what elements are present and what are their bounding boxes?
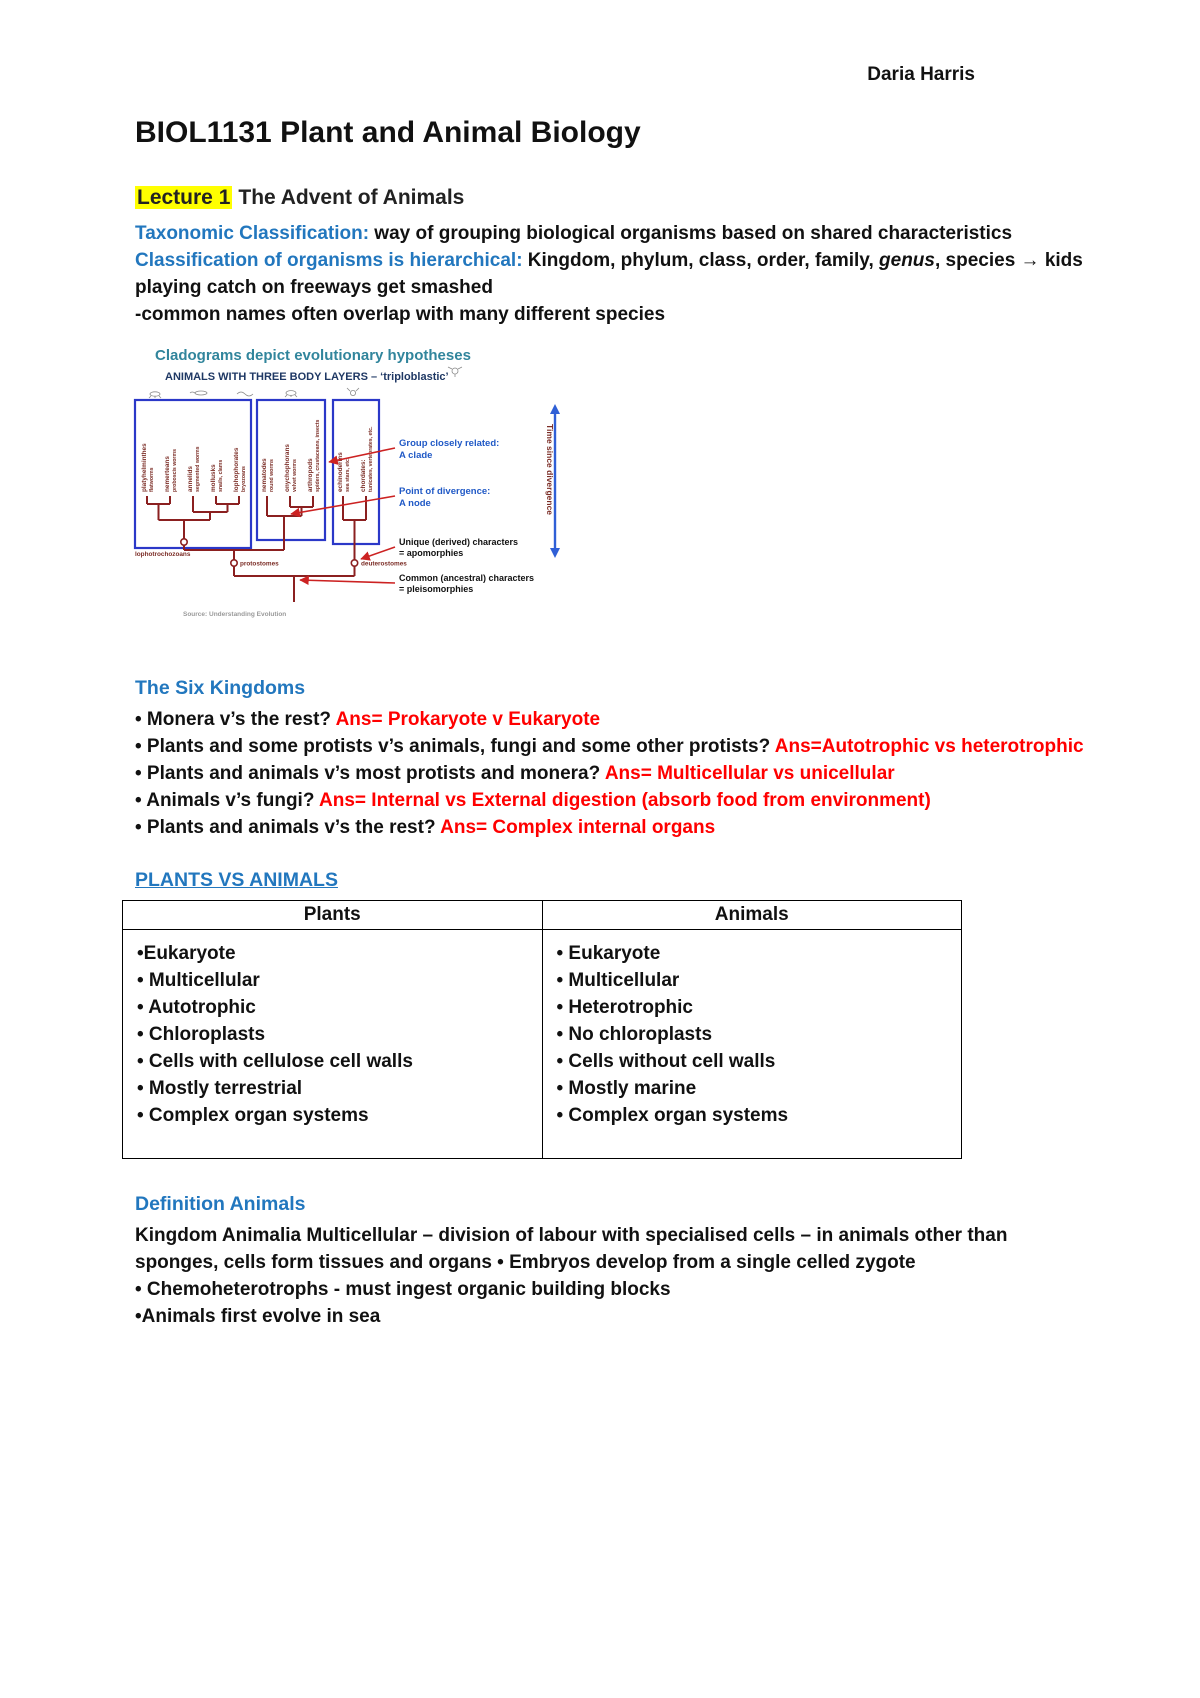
answer-text: Ans= Multicellular vs unicellular [604, 763, 895, 784]
answer-text: Ans=Autotrophic vs heterotrophic [774, 736, 1084, 757]
taxon-label: arthropods [307, 458, 314, 492]
figure-title: Cladograms depict evolutionary hypotheses [155, 347, 471, 364]
annotation-clade-line2: A clade [399, 450, 433, 461]
taxon-label: mollusks [210, 464, 217, 492]
question-text: • Monera v’s the rest? [135, 709, 336, 730]
cladogram-figure [125, 344, 1085, 649]
animals-trait: • No chloroplasts [556, 1024, 713, 1045]
intro-line-taxonomic [135, 220, 1085, 247]
plants-trait: • Complex organ systems [137, 1105, 369, 1126]
node-label-protostomes: protostomes [240, 560, 279, 568]
taxon-label: onychophorans [284, 444, 291, 492]
animals-trait: • Mostly marine [556, 1078, 697, 1099]
taxon-sublabel: spiders, crustaceans, insects [315, 419, 321, 492]
table-body-row [123, 930, 962, 1159]
definition-bullet-chemoheterotrophs: • Chemoheterotrophs - must ingest organic building blocks [135, 1279, 671, 1300]
node-label-deuterostomes: deuterostomes [361, 560, 407, 568]
intro-hierarchy-mid: Kingdom, phylum, class, order, family, [522, 250, 880, 271]
plants-trait: •Eukaryote [137, 943, 236, 964]
taxon-label: nemerteans [164, 456, 171, 492]
annotation-apomorphies-line1: Unique (derived) characters [399, 537, 519, 547]
taxon-sublabel: tunicates, vertebrates, etc. [368, 426, 374, 492]
animals-trait: • Complex organ systems [556, 1105, 789, 1126]
six-kingdoms-list [135, 706, 1085, 841]
taxon-sublabel: flatworms [149, 467, 155, 492]
intro-genus-italic: genus [879, 250, 935, 271]
annotation-pleisomorphies-line1: Common (ancestral) characters [399, 573, 535, 583]
lecture-heading [135, 186, 1085, 210]
animals-trait: • Cells without cell walls [556, 1051, 776, 1072]
question-text: • Plants and animals v’s most protists and monera? [135, 763, 605, 784]
taxon-sublabel: proboscis worms [172, 449, 178, 492]
annotation-node-line2: A node [399, 498, 431, 509]
definition-animals-heading: Definition Animals [135, 1193, 306, 1215]
plants-trait: • Multicellular [137, 970, 260, 991]
six-kingdoms-item [135, 787, 1085, 814]
plants-vs-animals-heading: PLANTS VS ANIMALS [135, 869, 338, 891]
question-text: • Plants and some protists v’s animals, fungi and some other protists? [135, 736, 775, 757]
figure-subtitle: ANIMALS WITH THREE BODY LAYERS – ‘triploblastic’ [165, 371, 449, 383]
intro-line-common-names: -common names often overlap with many different species [135, 304, 666, 325]
figure-source: Source: Understanding Evolution [183, 611, 287, 618]
definition-paragraph: Kingdom Animalia Multicellular – division of labour with specialised cells – in animals other than sponges, cells form tissues and organs • Embryos develop from a single celled zygote [135, 1225, 1008, 1273]
intro-line-hierarchy [135, 247, 1085, 301]
cladogram-svg [125, 344, 570, 644]
question-text: • Animals v’s fungi? [135, 790, 320, 811]
column-header-animals: Animals [542, 901, 962, 930]
annotation-apomorphies-line2: = apomorphies [399, 548, 464, 558]
time-axis-label: Time since divergence [545, 424, 555, 516]
taxon-sublabel: bryozoans [241, 466, 247, 492]
definition-bullet-evolve-in-sea: •Animals first evolve in sea [135, 1306, 381, 1327]
taxon-label: nematodes [261, 458, 268, 492]
answer-text: Ans= Complex internal organs [440, 817, 716, 838]
taxon-sublabel: segmented worms [195, 446, 201, 492]
annotation-pleisomorphies-line2: = pleisomorphies [399, 584, 474, 594]
six-kingdoms-item [135, 706, 1085, 733]
author-name: Daria Harris [867, 64, 975, 85]
taxon-sublabel: round worms [269, 459, 275, 492]
annotation-node-line1: Point of divergence: [399, 486, 491, 497]
lecture-title: The Advent of Animals [238, 186, 465, 209]
taxon-sublabel: snails, clams [218, 459, 224, 492]
node-protostomes [231, 560, 237, 566]
six-kingdoms-item [135, 814, 1085, 841]
plants-trait: • Autotrophic [137, 997, 256, 1018]
answer-text: Ans= Internal vs External digestion (absorb food from environment) [319, 790, 931, 811]
six-kingdoms-item [135, 733, 1085, 760]
lecture-label: Lecture 1 [137, 186, 231, 209]
time-axis-arrow [545, 404, 560, 558]
plants-cell [123, 930, 543, 1159]
node-deuterostomes [351, 560, 357, 566]
animals-trait: • Eukaryote [556, 943, 661, 964]
taxon-sublabel: sea stars, etc. [345, 457, 351, 492]
six-kingdoms-item [135, 760, 1085, 787]
intro-hierarchy-rest: , species → kids playing catch on freeways get smashed [135, 250, 1083, 298]
taxon-sublabel: velvet worms [292, 459, 298, 492]
document-title: BIOL1131 Plant and Animal Biology [135, 116, 641, 149]
node-label-lophotrochozoans: lophotrochozoans [135, 551, 191, 558]
plants-trait: • Chloroplasts [137, 1024, 266, 1045]
document-content [135, 116, 1085, 1330]
plants-trait: • Mostly terrestrial [137, 1078, 303, 1099]
animals-trait: • Multicellular [556, 970, 680, 991]
intro-taxonomic-rest: way of grouping biological organisms based on shared characteristics [369, 223, 1013, 244]
plants-trait: • Cells with cellulose cell walls [137, 1051, 413, 1072]
animals-cell [542, 930, 962, 1159]
table-header-row [123, 901, 962, 930]
answer-text: Ans= Prokaryote v Eukaryote [335, 709, 601, 730]
six-kingdoms-heading: The Six Kingdoms [135, 677, 306, 699]
plants-vs-animals-table [122, 900, 962, 1159]
taxon-label: platyhelminthes [141, 443, 148, 492]
intro-taxonomic-lead: Taxonomic Classification: [135, 223, 370, 244]
taxon-label: echinoderms [337, 452, 344, 492]
taxon-label: lophophorates [233, 447, 240, 492]
node-lophotrochozoans [181, 539, 187, 545]
column-header-plants: Plants [123, 901, 543, 930]
taxon-label: chordates: [360, 459, 367, 492]
question-text: • Plants and animals v’s the rest? [135, 817, 441, 838]
annotation-clade-line1: Group closely related: [399, 438, 500, 449]
figure-annotations [399, 438, 534, 594]
animals-trait: • Heterotrophic [556, 997, 693, 1018]
taxon-label: annelids [187, 466, 194, 492]
intro-hierarchy-lead: Classification of organisms is hierarchical: [135, 250, 523, 271]
node-labels [135, 551, 407, 568]
